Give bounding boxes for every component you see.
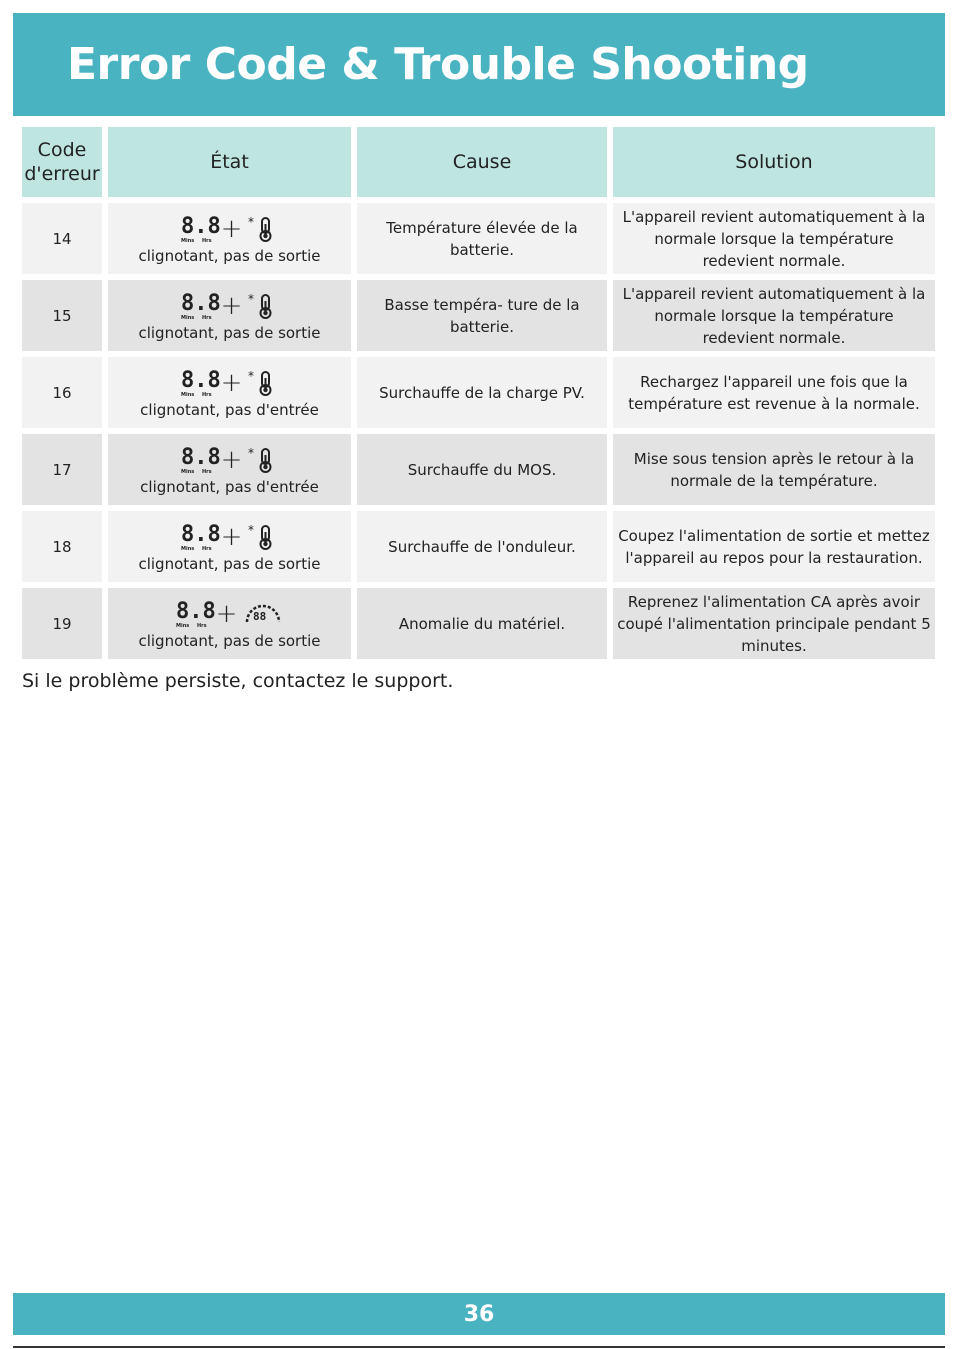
svg-text:Mins: Mins [180,391,194,398]
state-text: clignotant, pas de sortie [138,323,321,342]
svg-text:8.8: 8.8 [180,213,221,239]
header-cause: Cause [357,127,607,197]
svg-text:8.8: 8.8 [175,598,216,624]
thermometer-icon [248,523,278,551]
thermometer-icon [248,292,278,320]
svg-text:8.8: 8.8 [180,444,221,470]
state-text: clignotant, pas de sortie [138,554,321,573]
state-cell [108,434,351,505]
cause-text: Anomalie du matériel. [357,588,607,659]
svg-text:*: * [248,291,255,306]
lcd-digits-icon [180,290,221,321]
table-row [22,434,935,505]
table-row [22,280,935,351]
svg-text:Hrs: Hrs [201,314,212,321]
solution-text: Coupez l'alimentation de sortie et mettez l'appareil au repos pour la restauration. [613,511,935,582]
svg-text:8.8: 8.8 [180,521,221,547]
header-state: État [108,127,351,197]
state-text: clignotant, pas d'entrée [140,477,319,496]
thermometer-icon [248,446,278,474]
cause-text: Température élevée de la batterie. [357,203,607,274]
state-text: clignotant, pas d'entrée [140,400,319,419]
svg-text:Mins: Mins [180,468,194,475]
error-code: 19 [22,588,102,659]
page-header [13,13,945,116]
svg-text:Hrs: Hrs [201,545,212,552]
table-row [22,511,935,582]
svg-text:88: 88 [253,609,267,623]
svg-text:*: * [248,214,255,229]
solution-text: L'appareil revient automatiquement à la normale lorsque la température redevient normale. [613,280,935,351]
page-number: 36 [463,1301,495,1327]
error-code-table [22,127,935,665]
cause-text: Surchauffe du MOS. [357,434,607,505]
page-title: Error Code & Trouble Shooting [67,39,809,90]
svg-text:Mins: Mins [175,622,189,629]
thermometer-icon [248,215,278,243]
error-code: 16 [22,357,102,428]
solution-text: Mise sous tension après le retour à la normale de la température. [613,434,935,505]
svg-text:8.8: 8.8 [180,290,221,316]
state-text: clignotant, pas de sortie [138,246,321,265]
svg-text:Mins: Mins [180,314,194,321]
header-solution: Solution [613,127,935,197]
svg-text:*: * [248,522,255,537]
page-footer [13,1293,945,1335]
svg-text:*: * [248,368,255,383]
indicator-glyph [181,212,279,246]
cause-text: Surchauffe de l'onduleur. [357,511,607,582]
state-cell [108,588,351,659]
plus-sign: + [220,521,243,552]
error-code: 17 [22,434,102,505]
lcd-digits-icon [180,213,221,244]
state-cell [108,511,351,582]
solution-text: L'appareil revient automatiquement à la normale lorsque la température redevient normale. [613,203,935,274]
indicator-glyph [176,597,284,631]
svg-text:8.8: 8.8 [180,367,221,393]
svg-text:Hrs: Hrs [201,237,212,244]
table-row [22,203,935,274]
plus-sign: + [215,598,238,629]
table-row [22,588,935,659]
cause-text: Basse tempéra- ture de la batterie. [357,280,607,351]
lcd-digits-icon [175,598,216,629]
indicator-glyph [181,520,279,554]
thermometer-icon [248,369,278,397]
svg-text:Mins: Mins [180,545,194,552]
plus-sign: + [220,367,243,398]
error-code: 15 [22,280,102,351]
plus-sign: + [220,444,243,475]
plus-sign: + [220,213,243,244]
header-code: Code d'erreur [22,127,102,197]
state-cell [108,357,351,428]
svg-text:Hrs: Hrs [201,468,212,475]
bottom-divider [13,1346,945,1348]
table-row [22,357,935,428]
indicator-glyph [181,366,279,400]
table-header-row [22,127,935,197]
support-footnote: Si le problème persiste, contactez le support. [22,670,454,692]
state-cell [108,203,351,274]
solution-text: Reprenez l'alimentation CA après avoir coupé l'alimentation principale pendant 5 minutes. [613,588,935,659]
lcd-digits-icon [180,521,221,552]
error-code: 14 [22,203,102,274]
gauge-icon [243,600,283,628]
state-text: clignotant, pas de sortie [138,631,321,650]
svg-text:*: * [248,445,255,460]
lcd-digits-icon [180,444,221,475]
cause-text: Surchauffe de la charge PV. [357,357,607,428]
indicator-glyph [181,289,279,323]
indicator-glyph [181,443,279,477]
svg-text:Hrs: Hrs [196,622,207,629]
state-cell [108,280,351,351]
svg-text:Hrs: Hrs [201,391,212,398]
plus-sign: + [220,290,243,321]
error-code: 18 [22,511,102,582]
lcd-digits-icon [180,367,221,398]
svg-text:Mins: Mins [180,237,194,244]
solution-text: Rechargez l'appareil une fois que la température est revenue à la normale. [613,357,935,428]
